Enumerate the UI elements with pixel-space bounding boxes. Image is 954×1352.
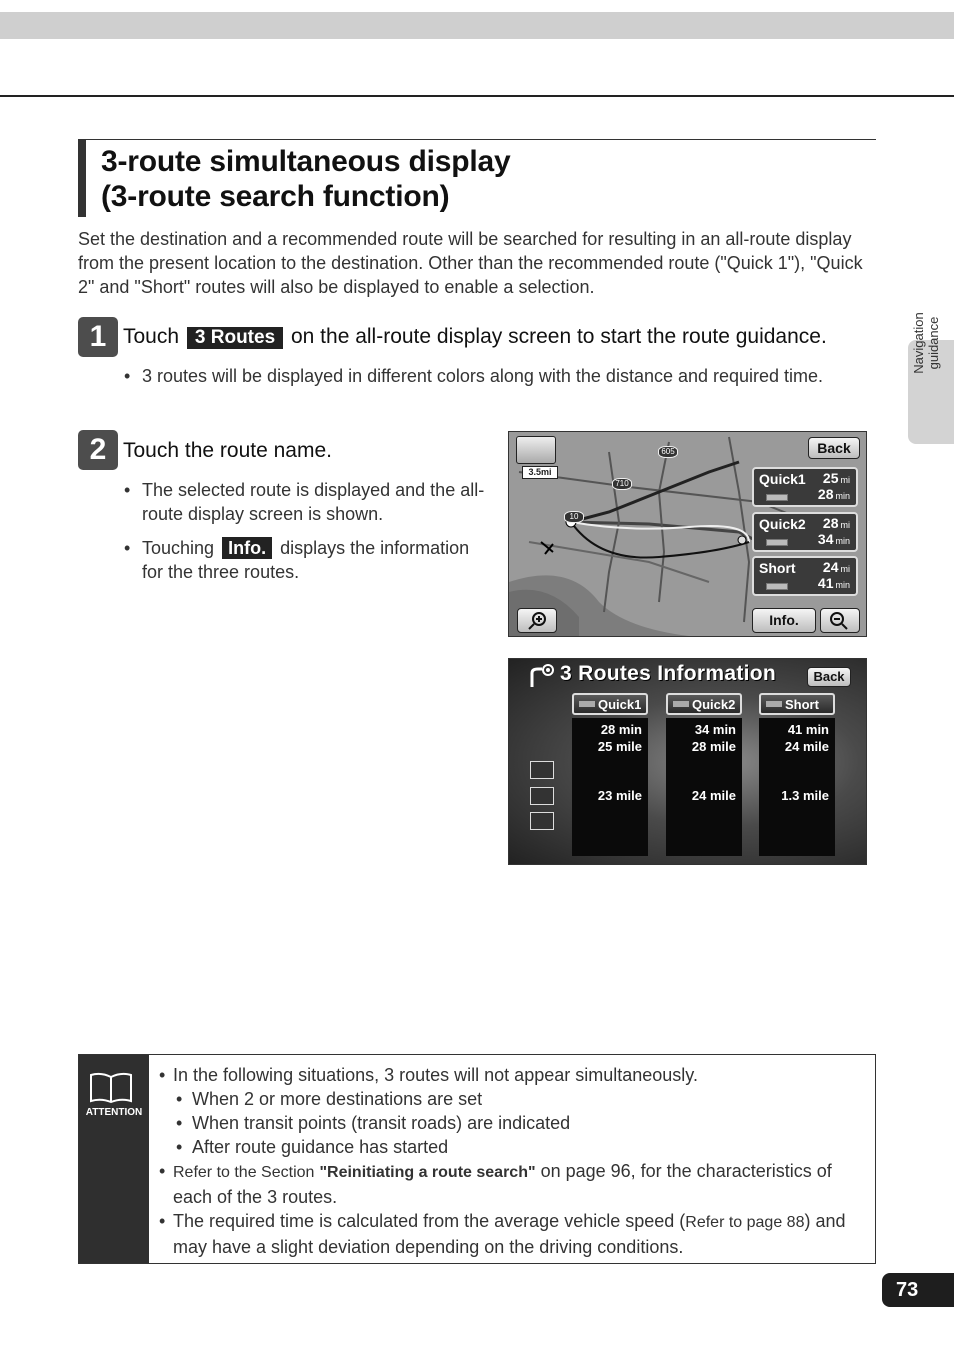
tab-label: Quick2 xyxy=(692,697,736,712)
page-title xyxy=(101,144,511,214)
route-quick2-button[interactable] xyxy=(752,512,858,552)
tab-label: Short xyxy=(785,697,819,712)
attention-box xyxy=(78,1054,876,1264)
info-back-button[interactable]: Back xyxy=(807,667,851,687)
route-color-bar xyxy=(766,539,788,546)
map-scale: 3.5mi xyxy=(522,466,558,479)
title-line-1: 3-route simultaneous display xyxy=(101,145,511,178)
title-accent-bar xyxy=(78,140,86,217)
attention-item-2-post: on page 96, for the characteristics of each of the 3 routes. xyxy=(173,1161,832,1207)
map-back-button[interactable]: Back xyxy=(808,437,860,459)
step-2-number: 2 xyxy=(78,430,118,470)
header-rule xyxy=(0,95,954,97)
route-distance: 28 mi xyxy=(822,515,850,531)
attention-item-2 xyxy=(159,1159,869,1209)
route-distance: 25 mi xyxy=(822,470,850,486)
zoom-in-icon xyxy=(518,609,556,632)
route-name: Quick1 xyxy=(759,471,806,487)
freeway-icon xyxy=(530,787,554,805)
route-column-short xyxy=(759,718,835,856)
page-number: 73 xyxy=(882,1273,954,1307)
attention-label: ATTENTION xyxy=(85,1107,143,1118)
highway-shield: 605 xyxy=(658,446,678,458)
route-quick1-button[interactable] xyxy=(752,467,858,507)
route-name: Quick2 xyxy=(759,516,806,532)
attention-sub-3: • After route guidance has started xyxy=(159,1135,869,1159)
route-info-icon xyxy=(526,663,556,689)
highway-shield: 710 xyxy=(612,478,632,490)
tab-short[interactable] xyxy=(759,693,835,715)
attention-item-3-post: ) and may have a slight deviation depending on the driving conditions. xyxy=(173,1211,846,1257)
route-road-distance: 23 mile xyxy=(597,788,642,803)
step-1-bullet: • 3 routes will be displayed in different colors along with the distance and required time. xyxy=(122,364,862,388)
step-1-instruction xyxy=(123,324,827,350)
step-1-number: 1 xyxy=(78,317,118,357)
route-distance: 24 mile xyxy=(784,739,829,754)
tab-quick2[interactable] xyxy=(666,693,742,715)
step-2-bullet-2 xyxy=(122,536,492,584)
route-column-quick1 xyxy=(572,718,648,856)
side-tab xyxy=(908,312,954,444)
intro-paragraph: Set the destination and a recommended route will be searched for resulting in an all-route display from the present location to the destination. Other than the recommended route ("Quick 1"), "Quick 2" and "Short" routes will also be displayed to enable a selection. xyxy=(78,229,863,297)
attention-item-3 xyxy=(159,1209,869,1259)
side-tab-line-1: Navigation xyxy=(911,312,926,374)
tab-quick1[interactable] xyxy=(572,693,648,715)
route-time: 28 min xyxy=(600,722,642,737)
route-time: 34 min xyxy=(817,531,850,547)
compass-icon[interactable] xyxy=(516,436,556,464)
zoom-out-button[interactable] xyxy=(820,608,860,633)
route-color-bar xyxy=(766,494,788,501)
attention-item-2-pre: Refer to the Section xyxy=(173,1164,315,1181)
header-band xyxy=(0,12,954,39)
attention-text xyxy=(159,1063,869,1259)
step-1-pre: Touch xyxy=(123,325,180,348)
attention-item-1: • In the following situations, 3 routes will not appear simultaneously. xyxy=(159,1063,869,1087)
title-line-2: (3-route search function) xyxy=(101,180,450,213)
route-name: Short xyxy=(759,560,796,576)
zoom-in-button[interactable] xyxy=(517,608,557,633)
route-color-bar xyxy=(766,583,788,590)
tab-label: Quick1 xyxy=(598,697,642,712)
toll-road-icon xyxy=(530,761,554,779)
step-2-bullet-1: • The selected route is displayed and the all-route display screen is shown. xyxy=(122,478,492,526)
route-distance: 24 mi xyxy=(822,559,850,575)
route-time: 41 min xyxy=(787,722,829,737)
info-button[interactable]: Info. xyxy=(752,608,816,633)
highway-shield: 10 xyxy=(564,511,584,523)
ferry-icon xyxy=(530,812,554,830)
attention-sub-1: • When 2 or more destinations are set xyxy=(159,1087,869,1111)
route-distance: 25 mile xyxy=(597,739,642,754)
step-2-bullet-2-pre: Touching xyxy=(142,538,215,558)
step-1-post: on the all-route display screen to start the route guidance. xyxy=(290,325,827,348)
step-2-bullet-2-post: displays the information for the three routes. xyxy=(142,538,470,582)
info-button-label: Info. xyxy=(222,537,272,559)
side-tab-line-2: guidance xyxy=(926,316,941,370)
route-color-bar xyxy=(766,701,782,707)
route-time: 28 min xyxy=(817,486,850,502)
section-reference: "Reinitiating a route search" xyxy=(319,1164,536,1181)
route-time: 41 min xyxy=(817,575,850,591)
attention-sub-2: • When transit points (transit roads) are indicated xyxy=(159,1111,869,1135)
step-2-instruction: Touch the route name. xyxy=(123,439,332,462)
route-column-quick2 xyxy=(666,718,742,856)
section-title-box xyxy=(78,139,876,217)
route-road-distance: 24 mile xyxy=(691,788,736,803)
side-tab-label xyxy=(911,294,941,392)
route-short-button[interactable] xyxy=(752,556,858,596)
route-road-distance: 1.3 mile xyxy=(781,788,829,803)
route-color-bar xyxy=(673,701,689,707)
zoom-out-icon xyxy=(821,609,859,632)
attention-item-3-pre: The required time is calculated from the average vehicle speed ( xyxy=(173,1211,686,1231)
route-distance: 28 mile xyxy=(691,739,736,754)
book-icon xyxy=(88,1071,134,1105)
route-time: 34 min xyxy=(694,722,736,737)
page-reference: Refer to page 88 xyxy=(685,1214,805,1231)
route-color-bar xyxy=(579,701,595,707)
three-routes-button-label: 3 Routes xyxy=(187,327,283,349)
info-screen-title: 3 Routes Information xyxy=(560,662,777,685)
attention-sidebar xyxy=(79,1055,149,1263)
